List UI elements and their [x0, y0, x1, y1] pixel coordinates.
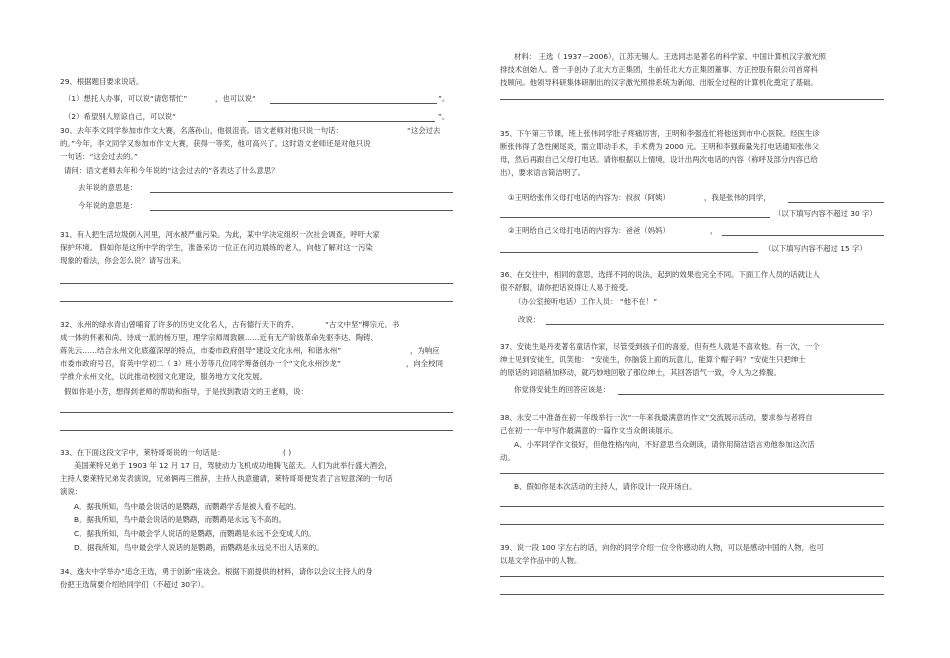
q35-call1-limit: （以下填写内容不超过 30 字）: [774, 209, 877, 218]
q31-line1: 31、有人把生活垃圾倒入河里，河水被严重污染。为此，某中学决定组织一次社会调查，呼吁大家: [60, 230, 380, 239]
q29-part1-text-b: ，也可以说“: [215, 94, 256, 103]
q35-call1-line-a[interactable]: [788, 202, 884, 203]
q37-answer-line[interactable]: [618, 394, 884, 395]
q38-part-b: B、假如你是本次活动的主持人，请你设计一段开场白。: [514, 482, 697, 491]
q35-line1: 35、下午第三节课，班上张伟同学肚子疼痛厉害，王明和李强连忙将他送到市中心医院。经医生诊: [500, 129, 820, 138]
q29-part1-text: （1）想托人办事，可以说“请您帮忙”: [64, 94, 188, 103]
q33-option-a[interactable]: A．据我所知，鸟中最会说话的是鹦鹉，而鹦鹉学舌是被人看不起的。: [74, 502, 301, 511]
q35-call2-line-b[interactable]: [500, 252, 758, 253]
q35-line4: 出），要求语言简洁明了。: [500, 168, 585, 177]
q33-line2: 美国莱特兄弟于 1903 年 12 月 17 日，驾驶动力飞机成功地腾飞蓝天。人们为此举行盛大酒会，: [74, 461, 392, 470]
q36-line1: 36、在交往中，相同的意思，选择不同的说法，起到的效果也完全不同。下面工作人员的话就让人: [500, 270, 820, 279]
q32-line4-b: ，向全校同: [406, 359, 443, 368]
q38-line2: 己在初一一年中写作最满意的一篇作文当众朗读展示。: [500, 426, 678, 435]
q32-answer-line-1[interactable]: [60, 412, 453, 413]
q33-line3: 主持人要莱特兄弟发表演说，兄弟俩再三推辞，主持人执意邀请，莱特哥哥便发表了言短意深的一句话: [60, 474, 393, 483]
q29-part2-text: （2）希望别人原谅自己，可以说“: [64, 112, 177, 121]
q32-line4: 市委市政府号召，育英中学初二（ 3）班小芳等几位同学筹备创办一个“文化永州沙龙”: [60, 359, 341, 368]
q31-answer-line-1[interactable]: [60, 283, 453, 284]
q38-part-a-answer-line[interactable]: [500, 473, 884, 474]
q35-call2-line-a[interactable]: [722, 235, 884, 236]
q35-line2: 断张伟得了急性阑尾炎，需立即动手术，手术费为 2000 元。王明和李强商量先打电话通知张伟父: [500, 142, 820, 151]
q32-line5: 学推介永州文化，以此推动校园文化建设，服务地方文化发展。: [60, 372, 267, 381]
q32-line3: 蒋先云……结合永州文化底蕴深厚的特点，市委市政府倡导“建设文化永州，和谐永州”: [60, 346, 342, 355]
q29-part2-end: ”。: [438, 112, 450, 121]
right-column: [500, 0, 892, 658]
q35-call2-prompt: ②王明给自己父母打电话的内容为：爸爸（妈妈）: [508, 226, 670, 235]
q35-line3: 母，然后再跟自己父母打电话。请你根据以上情境，设计出两次电话的内容（称呼及部分内容已给: [500, 155, 818, 164]
q38-part-b-answer-line-1[interactable]: [500, 506, 884, 507]
q33-answer-bracket[interactable]: ( ): [283, 448, 292, 457]
q32-answer-line-2[interactable]: [60, 430, 453, 431]
q39-answer-line-1[interactable]: [500, 576, 884, 577]
q38-part-a-line1: A、小军同学作文很好，但他性格内向，不好意思当众朗读，请你用简洁语言劝他参加这次活: [514, 440, 815, 449]
q35-call2-limit: （以下填写内容不超过 15 字）: [764, 244, 867, 253]
q33-line4: 演说：: [60, 487, 83, 496]
q32-line2: 成一体的怀素和尚、诗成一派的杨万里，理学宗师周敦颐……近有无产阶级革命先驱李达、陶铸、: [60, 333, 378, 342]
q30-line1: 30、去年李文同学参加市作文大赛，名落孙山，他很沮丧。语文老师对他只说一句话：: [60, 126, 343, 135]
q38-part-a-line2: 动。: [500, 453, 515, 462]
q35-call2-prompt-b: ，: [710, 226, 718, 235]
q29-part2-answer-line[interactable]: [248, 121, 435, 122]
q31-line3: 现象的看法，你会怎么说？请写出来。: [60, 256, 186, 265]
q39-line1: 39、说一段 100 字左右的话，向你的同学介绍一位令你感动的人物，可以是感动中国的人物，也可: [500, 543, 824, 552]
q35-call1-prompt-b: ，我是张伟的同学，: [704, 193, 771, 202]
q36-line2: 很不舒服，请你把话说得让人易于接受。: [500, 283, 634, 292]
q36-answer-line[interactable]: [546, 324, 884, 325]
q33-line1: 33、在下面这段文字中，莱特哥哥说的一句话是：: [60, 448, 225, 457]
q30-line2: 的。”今年，李文同学又参加市作文大赛，获得一等奖，他可高兴了。这时语文老师还是对他只说: [60, 139, 371, 148]
q30-line1-b: “这会过去: [407, 126, 441, 135]
q32-line3-b: ，为响应: [410, 346, 440, 355]
q33-option-b[interactable]: B．据我所知，鸟中最会说话的是鹦鹉，而鹦鹉是永远飞不高的。: [74, 515, 287, 524]
q32-line6: 假如你是小芳，想得到老师的帮助和指导，于是找到教语文的王老师，说：: [64, 387, 308, 396]
q32-line1-b: “古文中坚”柳宗元、书: [325, 320, 400, 329]
q39-answer-line-2[interactable]: [500, 594, 884, 595]
q35-call1-prompt: ①王明给张伟父母打电话的内容为：叔叔（阿姨）: [508, 193, 670, 202]
material-line3: 技顾问。他领导科研集体研制出的汉字激光照排系统为新闻、出版全过程的计算机化奠定了基础。: [500, 78, 818, 87]
q37-answer-label: 你觉得安徒生的回答应该是：: [514, 385, 611, 394]
q30-last-year-label: 去年说的意思是：: [78, 183, 138, 192]
q30-this-year-answer-line[interactable]: [150, 210, 453, 211]
q29-part1-answer-line[interactable]: [270, 103, 437, 104]
q31-line2: 保护环境。 假如你是这所中学的学生，准备采访一位正在河边晨练的老人，向他了解对这一污染: [60, 243, 373, 252]
material-line2: 排技术创始人。曾一手创办了北大方正集团，生前任北大方正集团董事、方正控股有限公司首席科: [500, 65, 818, 74]
q34-line1: 34、逸夫中学举办“追念王选，勇于创新”座谈会。根据下面提供的材料，请你以会议主持人的身: [60, 567, 373, 576]
q36-rewrite-label: 改说：: [518, 315, 541, 324]
q37-line1: 37、安徒生是丹麦著名童话作家，尽管受到孩子们的喜爱，但有些人就是不喜欢他。有一次，一个: [500, 342, 820, 351]
q29-part1-end: ”。: [438, 94, 450, 103]
q30-line3: 一句话：“这会过去的。”: [60, 152, 138, 161]
left-column: [60, 0, 455, 658]
q34-line2: 份把王选简要介绍给同学们（不超过 30字）。: [60, 580, 209, 589]
q32-line1: 32、永州的绿水青山曾哺育了许多的历史文化名人，古有德行天下的乔、: [60, 320, 299, 329]
q33-option-d[interactable]: D．据我所知，鸟中最会学人说话的是鹦鹉，而鹦鹉是永远兑不出人话来的。: [74, 543, 324, 552]
material-line1: 材料： 王选（ 1937－2006），江苏无锡人。王选同志是著名的科学家、中国计算机汉字激光照: [514, 52, 827, 61]
q30-this-year-label: 今年说的意思是：: [78, 201, 138, 210]
q29-title: 29、根据题目要求说话。: [60, 77, 144, 86]
q37-line3: 的原话的词语稍加移动，就巧妙地回敬了那位绅士，其回答语气一致，令人为之捧腹。: [500, 368, 781, 377]
q36-line3: （办公室接听电话）工作人员： “他不在！”: [514, 297, 658, 306]
q37-line2: 绅士见到安徒生，讥笑他： “安徒生，你脑袋上面的玩意儿，能算个帽子吗？”安徒生只把绅士: [500, 355, 806, 364]
q35-call1-line-b[interactable]: [500, 217, 770, 218]
q38-part-b-answer-line-2[interactable]: [500, 524, 884, 525]
q34-answer-line[interactable]: [500, 99, 884, 100]
q38-line1: 38、永安二中准备在初一年级举行一次“一年来我最满意的作文”交流展示活动，要求参与者将自: [500, 413, 813, 422]
q31-answer-line-2[interactable]: [60, 301, 453, 302]
q30-last-year-answer-line[interactable]: [150, 192, 453, 193]
q39-line2: 以是文学作品中的人物。: [500, 556, 582, 565]
q30-question: 请问：语文老师去年和今年说的“这会过去的”各表达了什么意思？: [64, 166, 279, 175]
q33-option-c[interactable]: C．据我所知，鸟中最会学人说话的是鹦鹉，而鹦鹉是永远不会变成人的。: [74, 529, 316, 538]
